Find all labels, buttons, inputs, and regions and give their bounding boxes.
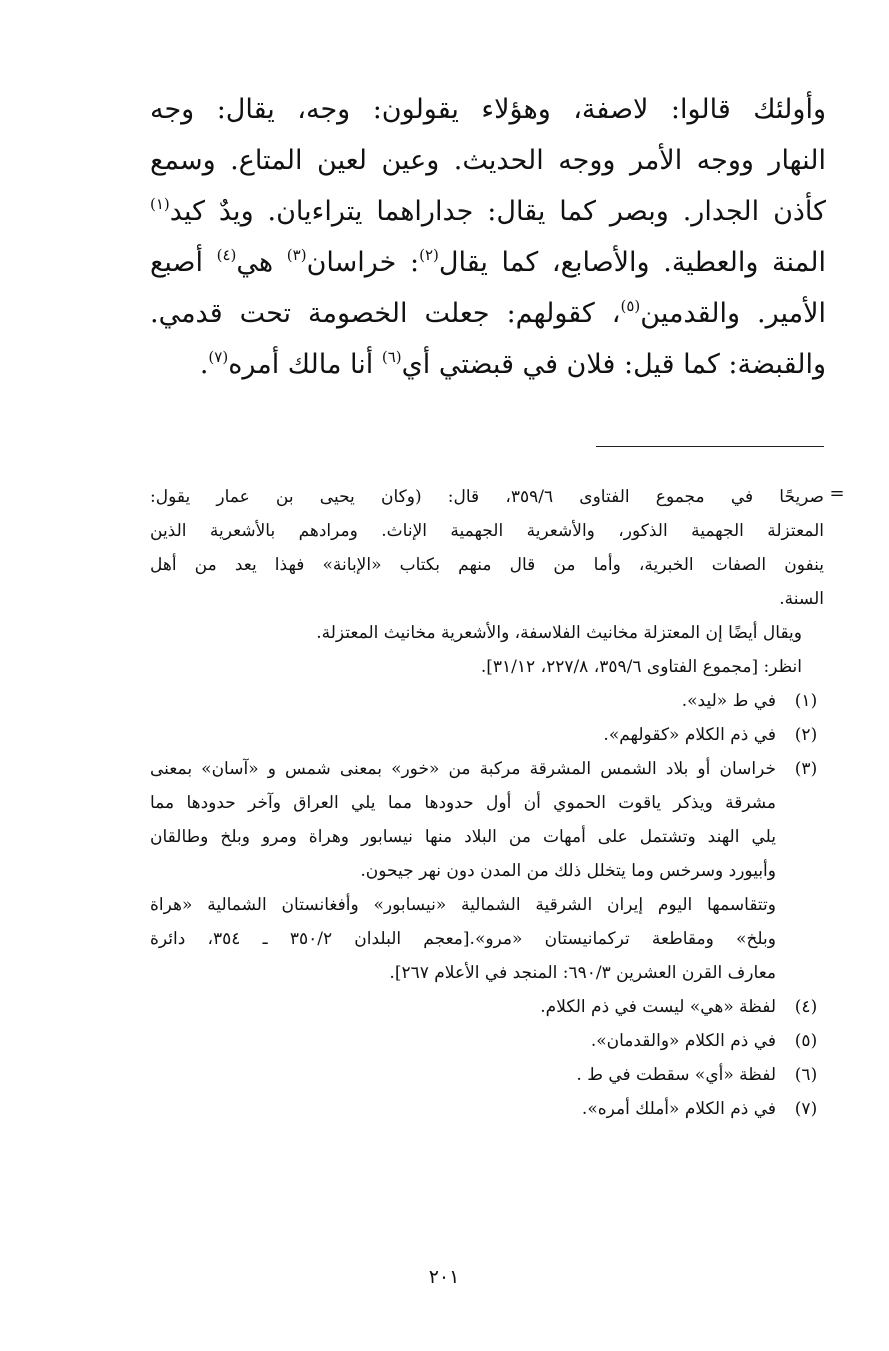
footnote-text: يلي الهند وتشتمل على أمهات من البلاد منها نيسابور وهراة ومرو وبلخ وطالقان [150, 827, 776, 847]
footnote-3 [150, 752, 824, 990]
footnote-text: وتتقاسمها اليوم إيران الشرقية الشمالية «نيسابور» وأفغانستان الشمالية «هراة [150, 895, 776, 915]
footnote-ref[interactable]: (٢) [419, 246, 439, 264]
footnote-number: (٦) [794, 1065, 818, 1085]
main-text-segment: ، كقولهم: جعلت الخصومة تحت قدمي. [150, 298, 621, 329]
footnote-text: في ذم الكلام «كقولهم». [603, 725, 776, 745]
main-text-segment: أنا مالك أمره [228, 349, 382, 380]
main-text-segment: هي [236, 247, 287, 278]
footnote-number: (٧) [794, 1099, 818, 1119]
footnote-text: وبلخ» ومقاطعة تركمانيستان «مرو».[معجم البلدان ٣٥٠/٢ ـ ٣٥٤، دائرة [150, 929, 776, 949]
main-text-line [150, 237, 826, 288]
footnote-text: لفظة «هي» ليست في ذم الكلام. [540, 997, 776, 1017]
footnote-text: خراسان أو بلاد الشمس المشرقة مركبة من «خور» بمعنى شمس و «آسان» بمعنى [150, 759, 776, 779]
main-text-block [150, 84, 826, 390]
main-text-line [150, 186, 826, 237]
footnote-text: معارف القرن العشرين ٦٩٠/٣: المنجد في الأعلام ٢٦٧]. [389, 963, 776, 983]
main-text-line: النهار ووجه الأمر ووجه الحديث. وعين لعين المتاع. وسمع [150, 145, 826, 176]
note-line: المعتزلة الجهمية الذكور، والأشعرية الجهمية الإناث. ومرادهم بالأشعرية الذين [150, 521, 824, 541]
footnote-text: لفظة «أي» سقطت في ط . [576, 1065, 776, 1085]
page-number: ٢٠١ [428, 1266, 460, 1288]
note-line: السنة. [779, 589, 824, 609]
footnote-text: مشرقة ويذكر ياقوت الحموي أن أول حدودها مما يلي العراق وآخر حدودها مما [150, 793, 776, 813]
footnote-ref[interactable]: (١) [150, 195, 170, 213]
continued-note-2 [150, 616, 824, 650]
footnote-1 [150, 684, 824, 718]
main-text-line [150, 288, 826, 339]
footnote-4 [150, 990, 824, 1024]
footnote-7 [150, 1092, 824, 1126]
footnote-ref[interactable]: (٤) [216, 246, 237, 264]
note-line: صريحًا في مجموع الفتاوى ٣٥٩/٦، قال: (وكان يحيى بن عمار يقول: [150, 487, 824, 507]
note-line: انظر: [مجموع الفتاوى ٣٥٩/٦، ٢٢٧/٨، ٣١/١٢]. [480, 657, 802, 677]
note-line: ينفون الصفات الخبرية، وأما من قال منهم بكتاب «الإبانة» فهذا يعد من أهل [150, 555, 824, 575]
continued-note [150, 480, 824, 616]
footnote-number: (٥) [794, 1031, 818, 1051]
footnote-ref[interactable]: (٧) [208, 348, 229, 366]
footnote-5 [150, 1024, 824, 1058]
main-text-segment: أصبع [150, 247, 217, 278]
main-text-segment: الأمير. والقدمين [640, 298, 826, 329]
main-text-segment: : خراسان [306, 247, 420, 278]
footnote-text: في ذم الكلام «والقدمان». [590, 1031, 776, 1051]
main-text-segment: المنة والعطية. والأصابع، كما يقال [438, 247, 827, 278]
footnotes-block [150, 480, 824, 1126]
footnote-6 [150, 1058, 824, 1092]
footnote-text: في ط «ليد». [681, 691, 776, 711]
footnote-number: (٤) [794, 997, 818, 1017]
main-text-segment: كأذن الجدار. وبصر كما يقال: جداراهما يتراءيان. ويدٌ كيد [169, 196, 826, 227]
main-text-segment: . [199, 349, 209, 380]
continuation-mark: = [829, 483, 845, 504]
footnote-number: (٢) [794, 725, 818, 745]
footnote-2 [150, 718, 824, 752]
main-text-line: وأولئك قالوا: لاصفة، وهؤلاء يقولون: وجه، يقال: وجه [150, 94, 826, 125]
footnote-number: (١) [794, 691, 818, 711]
footnote-ref[interactable]: (٥) [620, 297, 641, 315]
footnote-text: وأبيورد وسرخس وما يتخلل ذلك من المدن دون نهر جيحون. [360, 861, 776, 881]
note-line: ويقال أيضًا إن المعتزلة مخانيث الفلاسفة، والأشعرية مخانيث المعتزلة. [316, 623, 802, 643]
footnote-ref[interactable]: (٣) [286, 246, 307, 264]
footnote-ref[interactable]: (٦) [381, 348, 402, 366]
footnote-separator [596, 446, 824, 447]
main-text-line [150, 339, 826, 390]
footnote-text: في ذم الكلام «أملك أمره». [581, 1099, 776, 1119]
footnote-number: (٣) [794, 759, 818, 779]
continued-note-3 [150, 650, 824, 684]
main-text-segment: والقبضة: كما قيل: فلان في قبضتي أي [401, 349, 826, 380]
